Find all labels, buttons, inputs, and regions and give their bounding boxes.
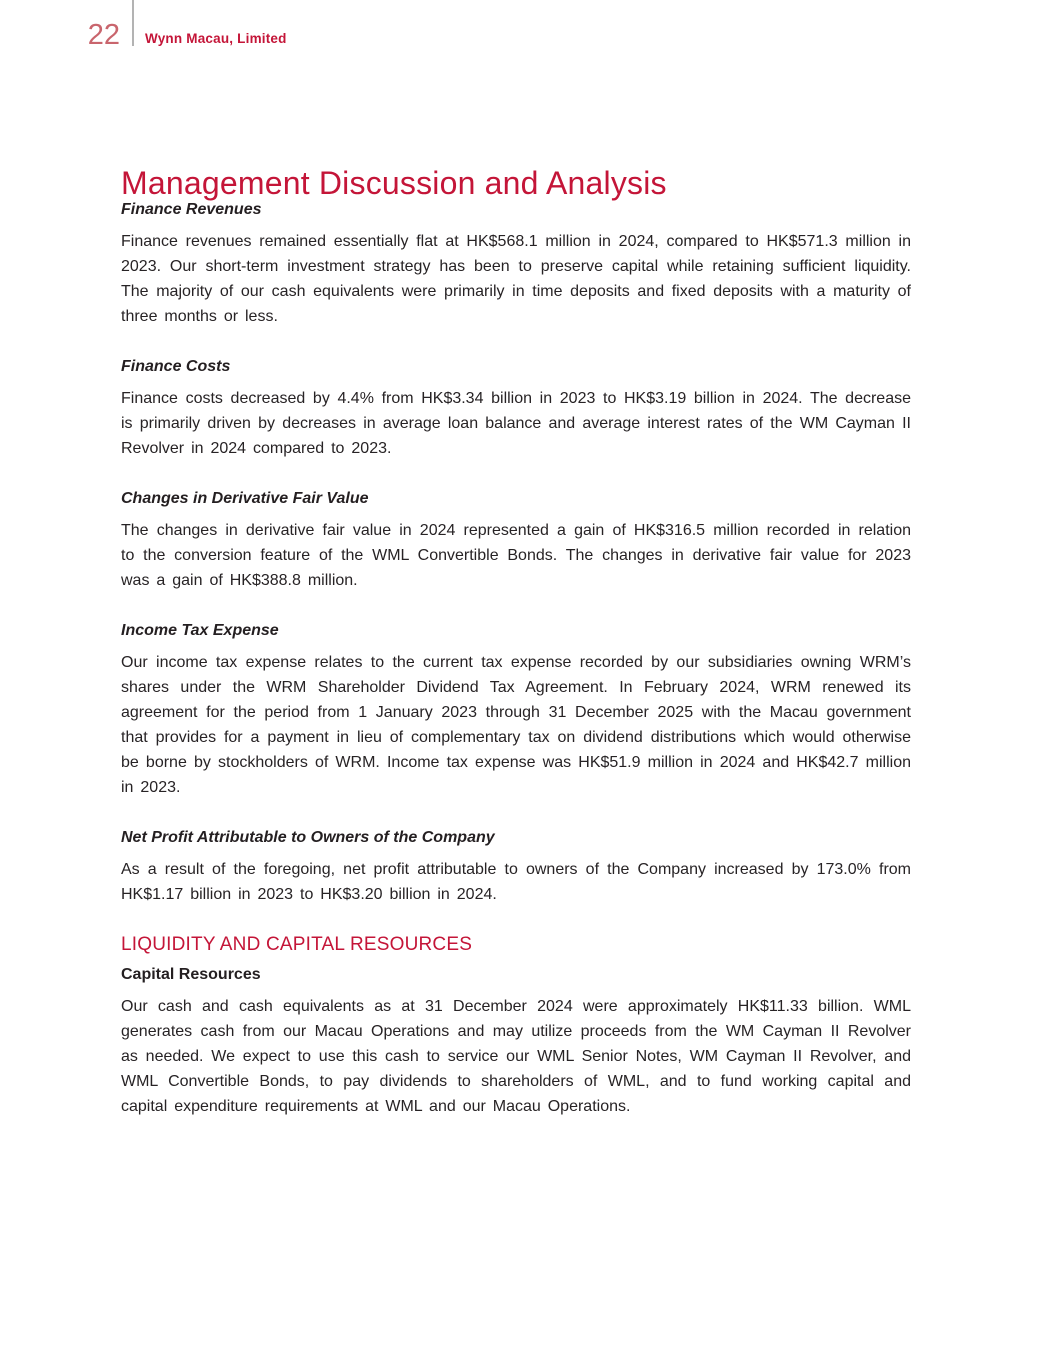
section-heading-finance-costs: Finance Costs [121,358,231,375]
section-heading-income-tax-expense: Income Tax Expense [121,622,279,639]
section-heading-net-profit: Net Profit Attributable to Owners of the Company [121,829,495,846]
section-income-tax-expense [121,621,911,800]
company-name: Wynn Macau, Limited [145,31,287,46]
section-paragraph-income-tax-expense: Our income tax expense relates to the current tax expense recorded by our subsidiaries owning WRM’s shares under the WRM Shareholder Dividend Tax Agreement. In February 2024, WRM renewed its agreement for the period from 1 January 2023 through 31 December 2025 with the Macau government that provides for a payment in lieu of complementary tax on dividend distributions which would otherwise be borne by stockholders of WRM. Income tax expense was HK$51.9 million in 2024 and HK$42.7 million in 2023. [121,654,911,796]
section-paragraph-finance-revenues: Finance revenues remained essentially flat at HK$568.1 million in 2024, compared to HK$571.3 million in 2023. Our short-term investment strategy has been to preserve capital while retaining sufficient liquidity. The majority of our cash equivalents were primarily in time deposits and fixed deposits with a maturity of three months or less. [121,233,911,325]
section-paragraph-capital-resources: Our cash and cash equivalents as at 31 December 2024 were approximately HK$11.33 billion. WML generates cash from our Macau Operations and may utilize proceeds from the WM Cayman II Revolver as needed. We expect to use this cash to service our WML Senior Notes, WM Cayman II Revolver, and WML Convertible Bonds, to pay dividends to shareholders of WML, and to fund working capital and capital expenditure requirements at WML and our Macau Operations. [121,998,911,1115]
page-title: Management Discussion and Analysis [121,165,667,201]
section-paragraph-net-profit: As a result of the foregoing, net profit attributable to owners of the Company increased by 173.0% from HK$1.17 billion in 2023 to HK$3.20 billion in 2024. [121,861,911,903]
page-content [121,0,911,1119]
section-heading-finance-revenues: Finance Revenues [121,201,262,218]
page-number: 22 [87,19,120,51]
section-finance-costs [121,357,911,461]
section-paragraph-finance-costs: Finance costs decreased by 4.4% from HK$3.34 billion in 2023 to HK$3.19 billion in 2024. The decrease is primarily driven by decreases in average loan balance and average interest rates of the WM Cayman II Revolver in 2024 compared to 2023. [121,390,911,457]
section-paragraph-derivative-fair-value: The changes in derivative fair value in 2024 represented a gain of HK$316.5 million recorded in relation to the conversion feature of the WML Convertible Bonds. The changes in derivative fair value for 2023 was a gain of HK$388.8 million. [121,522,911,589]
section-net-profit [121,828,911,907]
capital-resources-heading: Capital Resources [121,966,261,983]
section-heading-derivative-fair-value: Changes in Derivative Fair Value [121,490,369,507]
section-finance-revenues [121,200,911,329]
section-derivative-fair-value [121,489,911,593]
liquidity-section-title: LIQUIDITY AND CAPITAL RESOURCES [121,934,473,955]
